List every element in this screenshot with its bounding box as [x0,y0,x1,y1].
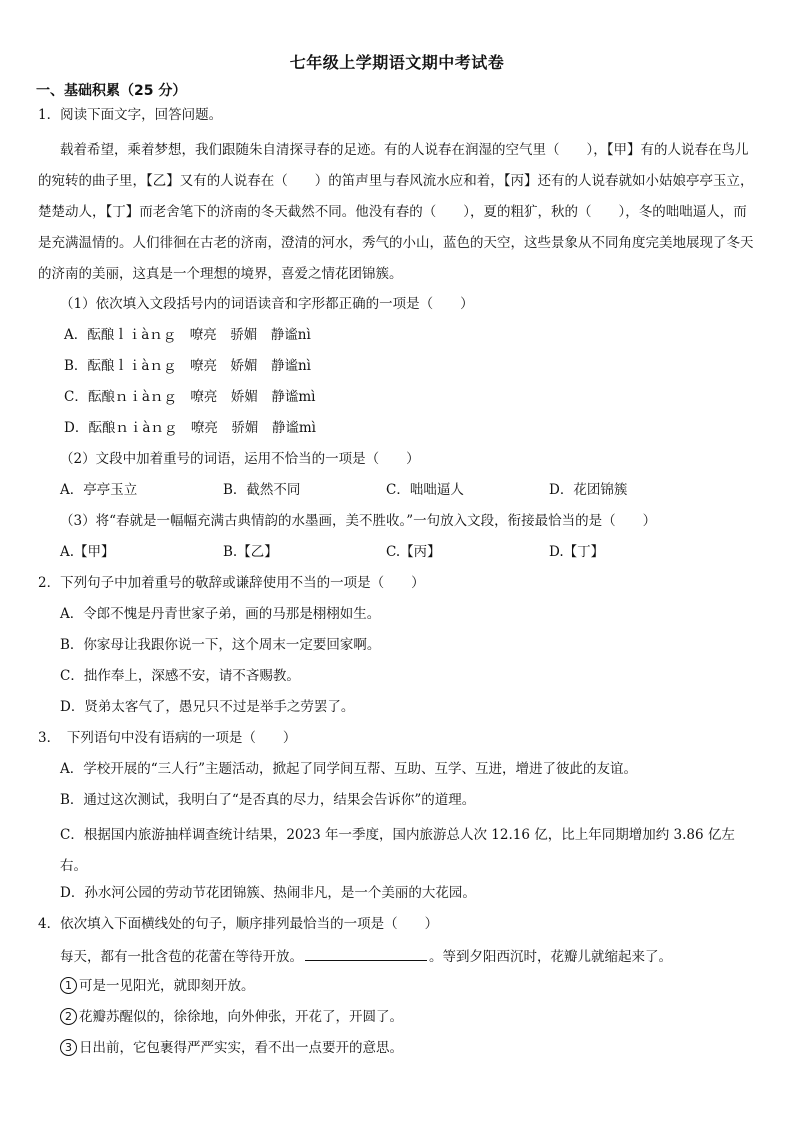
q2-stem: 2．下列句子中加着重号的敬辞或谦辞使用不当的一项是（ ） [38,575,425,591]
q1-sub3-option-a[interactable]: A.【甲】 [60,544,115,560]
q1-sub2-stem: （2）文段中加着重号的词语，运用不恰当的一项是（ ） [60,451,420,467]
q4-item-2 [38,1006,760,1037]
q2-option-d[interactable]: D．贤弟太客气了，愚兄只不过是举手之劳罢了。 [60,699,355,715]
q1-sub2-options [38,479,760,510]
q1-sub1-stem: （1）依次填入文段括号内的词语读音和字形都正确的一项是（ ） [60,296,474,312]
q1-sub3-option-d[interactable]: D.【丁】 [549,544,605,560]
q4-item-3-text: 日出前，它包裹得严严实实，看不出一点要开的意思。 [79,1040,403,1056]
exam-title: 七年级上学期语文期中考试卷 [289,53,505,72]
exam-content [38,104,760,1068]
q4-sentence [38,944,760,975]
q2-option-c[interactable]: C．拙作奉上，深感不安，请不吝赐教。 [60,668,300,684]
q3-option-a[interactable]: A．学校开展的“三人行”主题活动，掀起了同学间互帮、互助、互学、互进，增进了彼此的友谊。 [60,761,638,777]
q3-stem: 3． 下列语句中没有语病的一项是（ ） [38,730,297,746]
q1-sub2-option-a[interactable]: A．亭亭玉立 [60,482,138,498]
q3-option-b[interactable]: B．通过这次测试，我明白了“是否真的尽力，结果会告诉你”的道理。 [60,792,476,808]
circled-number-1: 1 [60,977,77,994]
q1-sub2-option-d[interactable]: D．花团锦簇 [549,482,628,498]
circled-number-2: 2 [60,1008,77,1025]
q3-option-c[interactable]: C．根据国内旅游抽样调查统计结果，2023 年一季度，国内旅游总人次 12.16 亿，比上年同期增加约 3.86 亿左右。 [60,827,735,874]
q1-sub1-option-a[interactable]: A．酝酿ｌｉàｎｇ 嘹亮 骄媚 静谧nì [64,327,311,343]
q2-option-a[interactable]: A．令郎不愧是丹青世家子弟，画的马那是栩栩如生。 [60,606,381,622]
q1-sub1-option-d[interactable]: D．酝酿ｎｉàｎｇ 嘹亮 骄媚 静谧mì [64,420,316,436]
q1-sub2-option-c[interactable]: C．咄咄逼人 [386,482,464,498]
section-heading: 一、基础积累（25 分） [36,83,187,99]
q4-text-after: 。等到夕阳西沉时，花瓣儿就缩起来了。 [429,949,672,965]
q1-sub2-option-b[interactable]: B．截然不同 [223,482,301,498]
q3-option-d[interactable]: D．孙水河公园的劳动节花团锦簇、热闹非凡，是一个美丽的大花园。 [60,885,476,901]
q4-item-2-text: 花瓣苏醒似的，徐徐地，向外伸张，开花了，开圆了。 [79,1009,403,1025]
q1-sub3-options [38,541,760,572]
q1-sub3-option-b[interactable]: B.【乙】 [223,544,278,560]
q2-option-b[interactable]: B．你家母让我跟你说一下，这个周末一定要回家啊。 [60,637,381,653]
q1-passage: 载着希望，乘着梦想，我们跟随朱自清探寻春的足迹。有的人说春在润湿的空气里（ ），【甲】有的人说春在鸟儿的宛转的曲子里，【乙】又有的人说春在（ ）的笛声里与春风流水应和着，【丙】还有的人说春就如小姑娘亭亭玉立，楚楚动人，【丁】而老舍笔下的济南的冬天截然不同。他没有春的（ ），夏的粗犷，秋的（ ），冬的咄咄逼人，而是充满温情的。人们徘徊在古老的济南，澄清的河水，秀气的小山，蓝色的天空，这些景象从不同角度完美地展现了冬天的济南的美丽，这真是一个理想的境界，喜爱之情花团锦簇。 [38,142,754,282]
q4-stem: 4．依次填入下面横线处的句子，顺序排列最恰当的一项是（ ） [38,916,439,932]
q4-item-3 [38,1037,760,1068]
circled-number-3: 3 [60,1039,77,1056]
q1-sub1-option-c[interactable]: C．酝酿ｎｉàｎｇ 嘹亮 娇媚 静谧mì [64,389,316,405]
q1-sub3-stem: （3）将“春就是一幅幅充满古典情韵的水墨画，美不胜收。”一句放入文段，衔接最恰当的是（ ） [60,513,657,529]
q4-answer-blank[interactable] [305,944,427,961]
q1-stem: 1．阅读下面文字，回答问题。 [38,107,223,123]
q1-sub3-option-c[interactable]: C.【丙】 [386,544,441,560]
q4-item-1-text: 可是一见阳光，就即刻开放。 [79,978,255,994]
q1-sub1-option-b[interactable]: B．酝酿ｌｉàｎｇ 嘹亮 娇媚 静谧nì [64,358,311,374]
q4-text-before: 每天，都有一批含苞的花蕾在等待开放。 [60,949,303,965]
q4-item-1 [38,975,760,1006]
